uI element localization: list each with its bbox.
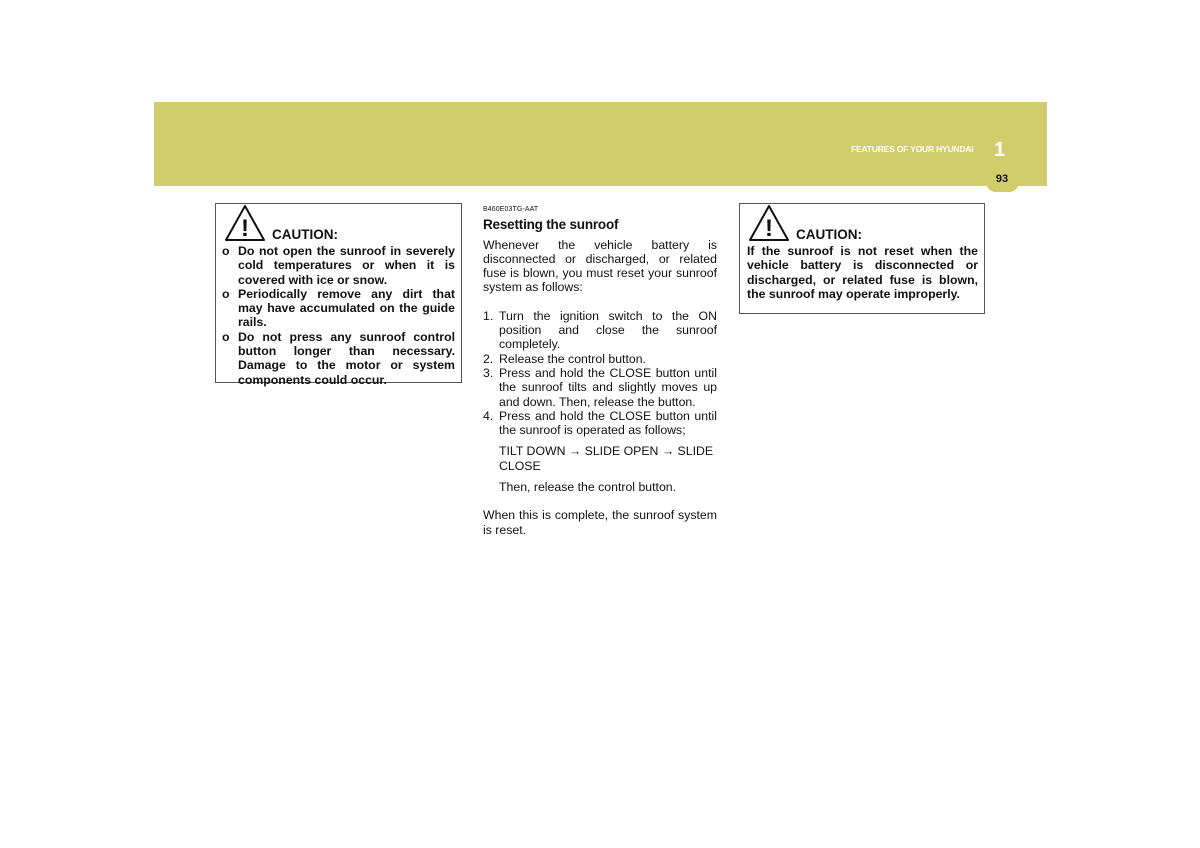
step-item bbox=[483, 366, 717, 409]
step-item bbox=[483, 309, 717, 352]
step-number: 2. bbox=[483, 351, 494, 366]
release-instruction: Then, release the control button. bbox=[499, 480, 677, 495]
bullet: o bbox=[222, 286, 230, 301]
warning-triangle-icon bbox=[224, 204, 266, 242]
bullet: o bbox=[222, 329, 230, 344]
steps-list bbox=[483, 309, 717, 438]
step-item bbox=[483, 409, 717, 438]
caution-list bbox=[216, 244, 461, 395]
caution-box-right bbox=[739, 203, 985, 314]
section-heading: Resetting the sunroof bbox=[483, 217, 619, 233]
operation-sequence: TILT DOWN → SLIDE OPEN → SLIDE CLOSE bbox=[499, 444, 714, 473]
caution-header bbox=[740, 204, 984, 244]
bullet: o bbox=[222, 244, 230, 258]
caution-text: If the sunroof is not reset when the vehicle battery is disconnected or discharged, or related fuse is blown, the sunroof may operate improperly. bbox=[747, 244, 978, 301]
step-text: Turn the ignition switch to the ON position and close the sunroof completely. bbox=[499, 308, 717, 352]
caution-item-text: Do not press any sunroof control button longer than necessary. Damage to the motor or system components could occur. bbox=[238, 329, 455, 387]
step-number: 1. bbox=[483, 308, 494, 323]
list-item bbox=[222, 287, 455, 330]
list-item bbox=[222, 330, 455, 387]
step-text: Press and hold the CLOSE button until the sunroof tilts and slightly moves up and down. Then, release the button. bbox=[499, 365, 717, 409]
caution-item-text: Periodically remove any dirt that may have accumulated on the guide rails. bbox=[238, 286, 455, 330]
closing-paragraph: When this is complete, the sunroof system is reset. bbox=[483, 508, 717, 537]
caution-item-text: Do not open the sunroof in severely cold temperatures or when it is covered with ice or snow. bbox=[238, 244, 455, 287]
step-number: 3. bbox=[483, 365, 494, 380]
caution-label: CAUTION: bbox=[272, 227, 338, 242]
caution-label: CAUTION: bbox=[796, 227, 862, 242]
intro-paragraph: Whenever the vehicle battery is disconnected or discharged, or related fuse is blown, you must reset your sunroof system as follows: bbox=[483, 237, 717, 295]
caution-box-left bbox=[215, 203, 462, 387]
step-text: Release the control button. bbox=[499, 351, 646, 366]
step-number: 4. bbox=[483, 408, 494, 423]
svg-text:!: ! bbox=[241, 215, 249, 242]
reset-sunroof-section bbox=[483, 203, 717, 537]
svg-text:!: ! bbox=[765, 215, 773, 242]
caution-header bbox=[216, 204, 461, 244]
warning-triangle-icon bbox=[748, 204, 790, 242]
section-title: FEATURES OF YOUR HYUNDAI bbox=[851, 144, 974, 154]
step-text: Press and hold the CLOSE button until the sunroof is operated as follows; bbox=[499, 408, 717, 438]
reference-code: B460E03TG-AAT bbox=[483, 206, 539, 213]
page-number: 93 bbox=[995, 173, 1009, 185]
list-item bbox=[222, 244, 455, 287]
section-number: 1 bbox=[994, 139, 1006, 161]
step-item bbox=[483, 352, 717, 366]
